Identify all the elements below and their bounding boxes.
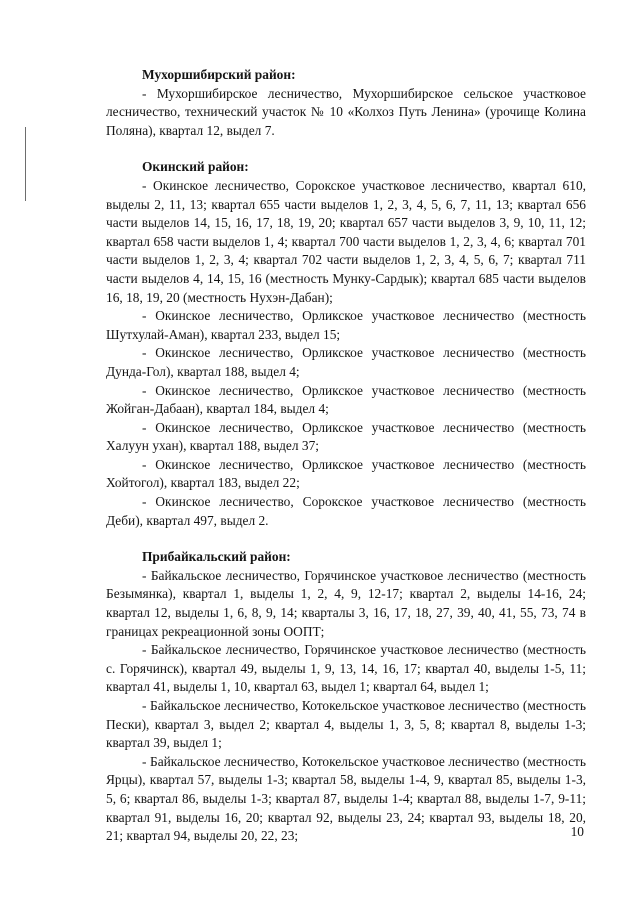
section-heading: Окинский район: <box>142 159 249 175</box>
document-body <box>106 66 586 864</box>
paragraph: - Окинское лесничество, Орликское участковое лесничество (местность Жойган-Дабаан), квартал 184, выдел 4; <box>106 382 586 417</box>
paragraph: - Окинское лесничество, Сорокское участковое лесничество, квартал 610, выделы 2, 11, 13; квартал 655 части выделов 1, 2, 3, 4, 5, 6, 7, 11, 13; квартал 656 части выделов 14, 15, 16, 17, 18, 19, 20; квартал 657 части выделов 3, 9, 10, 11, 12; квартал 658 части выделов 1, 4; квартал 700 части выделов 1, 2, 3, 4, 6; квартал 701 части выделов 1, 2, 3, 4; квартал 702 части выделов 1, 2, 3, 4, 5, 6, 7; квартал 711 части выделов 4, 14, 15, 16 (местность Мунку-Сардык); квартал 685 части выделов 16, 18, 19, 20 (местность Нухэн-Дабан); <box>106 177 586 305</box>
paragraph: - Байкальское лесничество, Котокельское участковое лесничество (местность Пески), квартал 3, выдел 2; квартал 4, выделы 1, 3, 5, 8; квартал 8, выделы 1-3; квартал 39, выдел 1; <box>106 698 586 751</box>
paragraph: - Окинское лесничество, Орликское участковое лесничество (местность Шутхулай-Аман), квартал 233, выдел 15; <box>106 308 586 342</box>
paragraph: - Окинское лесничество, Орликское участковое лесничество (местность Дунда-Гол), квартал 188, выдел 4; <box>106 345 586 379</box>
section-heading: Мухоршибирский район: <box>142 67 296 82</box>
paragraph: - Байкальское лесничество, Котокельское участковое лесничество (местность Ярцы), квартал 57, выделы 1-3; квартал 58, выделы 1-4, 9, квартал 85, выделы 1-3, 5, 6; квартал 86, выделы 1-3; квартал 87, выделы 1-4; квартал 88, выделы 1-7, 9-11; квартал 91, выделы 16, 20; квартал 92, выделы 23, 24; квартал 93, выделы 18, 20, 21; квартал 94, выделы 20, 22, 23; <box>106 753 586 844</box>
paragraph: - Окинское лесничество, Орликское участковое лесничество (местность Хойтогол), квартал 183, выдел 22; <box>106 456 586 491</box>
section-okinsky <box>106 158 586 530</box>
paragraph: - Окинское лесничество, Орликское участковое лесничество (местность Халуун ухан), квартал 188, выдел 37; <box>106 419 586 454</box>
section-pribaikalsky <box>106 548 586 846</box>
section-mukhorshibirsky <box>106 66 586 140</box>
page-number: 10 <box>570 824 584 839</box>
section-heading: Прибайкальский район: <box>142 549 291 565</box>
paragraph: - Окинское лесничество, Сорокское участковое лесничество (местность Деби), квартал 497, выдел 2. <box>106 494 586 528</box>
paragraph: - Байкальское лесничество, Горячинское участковое лесничество (местность Безымянка), квартал 1, выделы 1, 2, 4, 9, 12-17; квартал 2, выделы 14-16, 24; квартал 12, выделы 1, 6, 8, 9, 14; кварталы 3, 16, 17, 18, 27, 39, 40, 41, 55, 73, 74 в границах рекреационной зоны ООПТ; <box>106 567 586 639</box>
paragraph: - Мухоршибирское лесничество, Мухоршибирское сельское участковое лесничество, технический участок № 10 «Колхоз Путь Ленина» (урочище Колина Поляна), квартал 12, выдел 7. <box>106 85 586 138</box>
paragraph: - Байкальское лесничество, Горячинское участковое лесничество (местность с. Горячинск), квартал 49, выделы 1, 9, 13, 14, 16, 17; квартал 40, выделы 1-5, 11; квартал 41, выделы 1, 10, квартал 63, выдел 1; квартал 64, выдел 1; <box>106 642 586 695</box>
margin-line-mark <box>25 127 26 201</box>
